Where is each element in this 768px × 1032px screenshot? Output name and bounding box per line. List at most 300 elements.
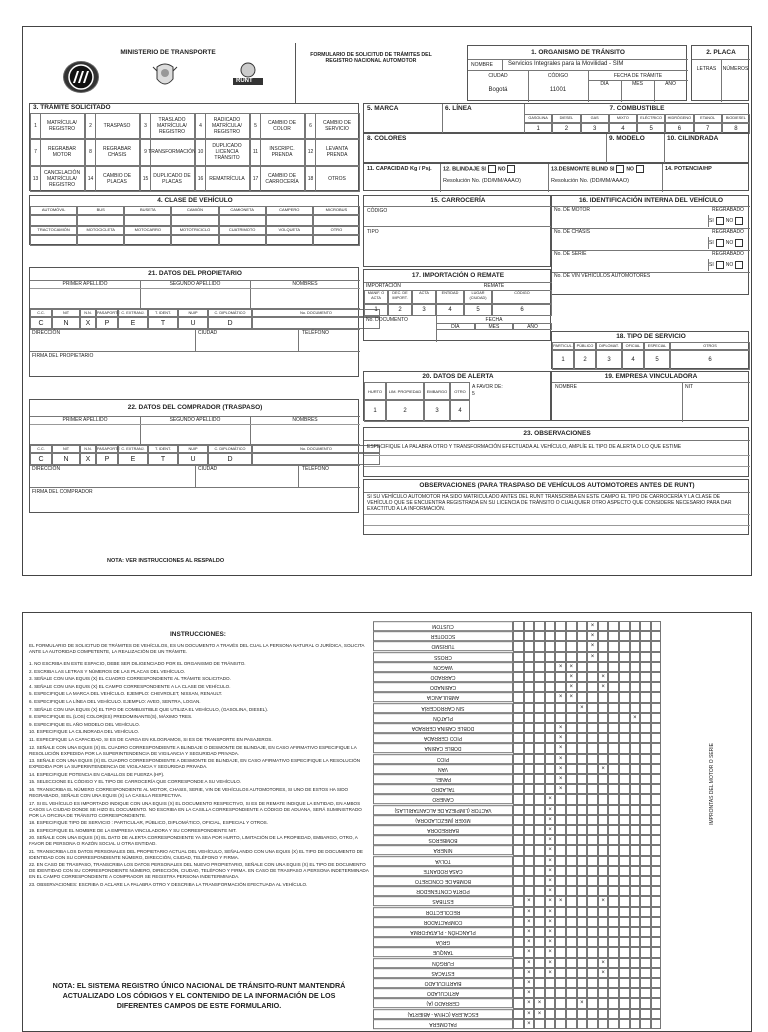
matrix-cell[interactable] <box>630 937 641 947</box>
matrix-cell[interactable] <box>513 1009 524 1019</box>
tramite-option[interactable] <box>85 166 140 192</box>
matrix-cell[interactable] <box>608 988 619 998</box>
matrix-cell[interactable] <box>651 672 662 682</box>
matrix-cell[interactable] <box>630 968 641 978</box>
matrix-cell[interactable] <box>534 968 545 978</box>
matrix-cell[interactable] <box>598 988 609 998</box>
matrix-cell[interactable] <box>651 784 662 794</box>
matrix-cell[interactable] <box>577 968 588 978</box>
matrix-cell[interactable]: × <box>545 876 556 886</box>
matrix-cell[interactable] <box>640 978 651 988</box>
matrix-cell[interactable] <box>608 896 619 906</box>
matrix-cell[interactable]: × <box>545 856 556 866</box>
matrix-cell[interactable] <box>630 845 641 855</box>
matrix-cell[interactable] <box>555 907 566 917</box>
matrix-cell[interactable] <box>608 774 619 784</box>
matrix-cell[interactable]: × <box>524 998 535 1008</box>
matrix-cell[interactable]: × <box>545 917 556 927</box>
matrix-cell[interactable] <box>534 733 545 743</box>
matrix-cell[interactable] <box>630 876 641 886</box>
matrix-cell[interactable] <box>555 672 566 682</box>
matrix-cell[interactable] <box>534 754 545 764</box>
matrix-cell[interactable] <box>608 998 619 1008</box>
blindaje-no-checkbox[interactable] <box>507 165 515 173</box>
matrix-cell[interactable] <box>534 937 545 947</box>
combustible-option[interactable]: 5 <box>637 123 665 134</box>
matrix-cell[interactable] <box>545 682 556 692</box>
matrix-cell[interactable] <box>577 784 588 794</box>
matrix-cell[interactable] <box>524 641 535 651</box>
matrix-cell[interactable] <box>587 723 598 733</box>
desmonte-no-checkbox[interactable] <box>636 165 644 173</box>
matrix-cell[interactable] <box>619 947 630 957</box>
matrix-cell[interactable] <box>524 764 535 774</box>
matrix-cell[interactable] <box>524 723 535 733</box>
matrix-cell[interactable] <box>619 713 630 723</box>
matrix-cell[interactable] <box>566 774 577 784</box>
matrix-cell[interactable] <box>587 662 598 672</box>
matrix-cell[interactable] <box>651 856 662 866</box>
matrix-cell[interactable] <box>513 652 524 662</box>
matrix-cell[interactable]: × <box>555 896 566 906</box>
matrix-cell[interactable] <box>651 652 662 662</box>
matrix-cell[interactable] <box>513 621 524 631</box>
servicio-option[interactable]: 1 <box>552 350 574 370</box>
matrix-cell[interactable] <box>587 988 598 998</box>
matrix-cell[interactable] <box>513 754 524 764</box>
matrix-cell[interactable] <box>513 631 524 641</box>
matrix-cell[interactable] <box>630 743 641 753</box>
matrix-cell[interactable]: × <box>524 978 535 988</box>
matrix-cell[interactable] <box>630 907 641 917</box>
matrix-cell[interactable] <box>545 743 556 753</box>
matrix-cell[interactable] <box>640 1009 651 1019</box>
matrix-cell[interactable] <box>619 886 630 896</box>
matrix-cell[interactable] <box>555 682 566 692</box>
matrix-cell[interactable] <box>577 805 588 815</box>
matrix-cell[interactable] <box>608 927 619 937</box>
matrix-cell[interactable]: × <box>524 958 535 968</box>
matrix-cell[interactable] <box>640 825 651 835</box>
matrix-cell[interactable]: × <box>524 927 535 937</box>
matrix-cell[interactable] <box>630 978 641 988</box>
matrix-cell[interactable] <box>566 621 577 631</box>
matrix-cell[interactable]: × <box>545 825 556 835</box>
matrix-cell[interactable] <box>513 733 524 743</box>
matrix-cell[interactable] <box>555 856 566 866</box>
matrix-cell[interactable]: × <box>587 652 598 662</box>
tramite-option[interactable] <box>250 139 305 165</box>
matrix-cell[interactable] <box>534 835 545 845</box>
matrix-cell[interactable]: × <box>577 703 588 713</box>
matrix-cell[interactable] <box>587 886 598 896</box>
matrix-cell[interactable] <box>545 978 556 988</box>
matrix-cell[interactable] <box>534 927 545 937</box>
matrix-cell[interactable] <box>608 845 619 855</box>
matrix-cell[interactable]: × <box>555 692 566 702</box>
matrix-cell[interactable] <box>534 743 545 753</box>
comprador-doc-type-option[interactable]: E <box>118 453 148 465</box>
matrix-cell[interactable] <box>598 917 609 927</box>
matrix-cell[interactable] <box>587 835 598 845</box>
matrix-cell[interactable] <box>566 652 577 662</box>
matrix-cell[interactable] <box>608 876 619 886</box>
matrix-cell[interactable] <box>598 815 609 825</box>
propietario-doc-type-option[interactable]: P <box>96 317 118 329</box>
combustible-option[interactable]: 7 <box>694 123 722 134</box>
matrix-cell[interactable]: × <box>566 672 577 682</box>
matrix-cell[interactable] <box>587 825 598 835</box>
matrix-cell[interactable] <box>651 958 662 968</box>
matrix-cell[interactable] <box>534 784 545 794</box>
matrix-cell[interactable] <box>651 703 662 713</box>
regrabado-no-checkbox[interactable] <box>735 217 743 225</box>
matrix-cell[interactable] <box>545 662 556 672</box>
matrix-cell[interactable] <box>534 723 545 733</box>
matrix-cell[interactable] <box>630 947 641 957</box>
matrix-cell[interactable] <box>619 703 630 713</box>
matrix-cell[interactable] <box>619 845 630 855</box>
matrix-cell[interactable] <box>651 764 662 774</box>
matrix-cell[interactable] <box>640 886 651 896</box>
matrix-cell[interactable] <box>566 743 577 753</box>
matrix-cell[interactable] <box>524 652 535 662</box>
comprador-doc-type-option[interactable]: D <box>208 453 252 465</box>
matrix-cell[interactable] <box>598 652 609 662</box>
matrix-cell[interactable]: × <box>566 692 577 702</box>
matrix-cell[interactable] <box>566 631 577 641</box>
matrix-cell[interactable] <box>598 794 609 804</box>
matrix-cell[interactable] <box>534 947 545 957</box>
matrix-cell[interactable]: × <box>545 794 556 804</box>
matrix-cell[interactable] <box>534 978 545 988</box>
matrix-cell[interactable] <box>513 978 524 988</box>
matrix-cell[interactable] <box>651 794 662 804</box>
matrix-cell[interactable] <box>555 621 566 631</box>
matrix-cell[interactable] <box>619 641 630 651</box>
matrix-cell[interactable] <box>630 641 641 651</box>
matrix-cell[interactable] <box>555 703 566 713</box>
matrix-cell[interactable] <box>545 621 556 631</box>
matrix-cell[interactable] <box>566 703 577 713</box>
matrix-cell[interactable] <box>640 845 651 855</box>
matrix-cell[interactable] <box>566 958 577 968</box>
matrix-cell[interactable] <box>577 692 588 702</box>
matrix-cell[interactable]: × <box>524 937 535 947</box>
matrix-cell[interactable] <box>630 998 641 1008</box>
matrix-cell[interactable] <box>513 866 524 876</box>
matrix-cell[interactable]: × <box>524 907 535 917</box>
matrix-cell[interactable] <box>651 774 662 784</box>
tramite-option[interactable] <box>250 166 305 192</box>
matrix-cell[interactable] <box>640 621 651 631</box>
matrix-cell[interactable] <box>598 733 609 743</box>
matrix-cell[interactable] <box>608 947 619 957</box>
matrix-cell[interactable] <box>577 896 588 906</box>
matrix-cell[interactable] <box>608 703 619 713</box>
matrix-cell[interactable] <box>566 856 577 866</box>
matrix-cell[interactable] <box>587 978 598 988</box>
matrix-cell[interactable] <box>651 641 662 651</box>
matrix-cell[interactable] <box>630 662 641 672</box>
tramite-option[interactable] <box>140 139 195 165</box>
matrix-cell[interactable] <box>534 907 545 917</box>
matrix-cell[interactable] <box>534 652 545 662</box>
matrix-cell[interactable] <box>566 968 577 978</box>
matrix-cell[interactable] <box>534 815 545 825</box>
matrix-cell[interactable] <box>598 845 609 855</box>
importacion-option[interactable]: 2 <box>388 304 412 316</box>
matrix-cell[interactable] <box>555 958 566 968</box>
matrix-cell[interactable] <box>640 774 651 784</box>
matrix-cell[interactable] <box>640 713 651 723</box>
matrix-cell[interactable] <box>598 784 609 794</box>
matrix-cell[interactable] <box>555 1009 566 1019</box>
matrix-cell[interactable] <box>640 927 651 937</box>
matrix-cell[interactable] <box>534 856 545 866</box>
matrix-cell[interactable] <box>640 631 651 641</box>
matrix-cell[interactable] <box>513 692 524 702</box>
matrix-cell[interactable]: × <box>545 937 556 947</box>
matrix-cell[interactable] <box>534 672 545 682</box>
matrix-cell[interactable] <box>534 845 545 855</box>
matrix-cell[interactable]: × <box>545 845 556 855</box>
matrix-cell[interactable] <box>619 958 630 968</box>
matrix-cell[interactable] <box>577 662 588 672</box>
matrix-cell[interactable] <box>587 856 598 866</box>
matrix-cell[interactable] <box>598 662 609 672</box>
matrix-cell[interactable] <box>577 815 588 825</box>
matrix-cell[interactable] <box>545 713 556 723</box>
matrix-cell[interactable]: × <box>524 947 535 957</box>
matrix-cell[interactable] <box>651 927 662 937</box>
matrix-cell[interactable] <box>630 754 641 764</box>
clase-option-checkbox[interactable] <box>171 235 218 246</box>
matrix-cell[interactable] <box>566 886 577 896</box>
matrix-cell[interactable] <box>619 835 630 845</box>
matrix-cell[interactable] <box>598 886 609 896</box>
matrix-cell[interactable] <box>630 917 641 927</box>
combustible-option[interactable]: 8 <box>722 123 750 134</box>
matrix-cell[interactable] <box>587 968 598 978</box>
matrix-cell[interactable] <box>524 866 535 876</box>
matrix-cell[interactable]: × <box>545 886 556 896</box>
matrix-cell[interactable] <box>534 958 545 968</box>
matrix-cell[interactable] <box>640 958 651 968</box>
matrix-cell[interactable] <box>619 815 630 825</box>
matrix-cell[interactable] <box>555 641 566 651</box>
clase-option-checkbox[interactable] <box>313 215 360 226</box>
matrix-cell[interactable] <box>545 723 556 733</box>
matrix-cell[interactable] <box>566 978 577 988</box>
ciudad-value[interactable]: Bogotá <box>488 87 508 93</box>
tramite-option[interactable] <box>30 113 85 139</box>
clase-option-checkbox[interactable] <box>266 215 313 226</box>
clase-option-checkbox[interactable] <box>124 235 171 246</box>
matrix-cell[interactable] <box>513 703 524 713</box>
tramite-option[interactable] <box>305 139 360 165</box>
matrix-cell[interactable] <box>555 876 566 886</box>
matrix-cell[interactable] <box>619 682 630 692</box>
propietario-doc-type-option[interactable]: C <box>30 317 52 329</box>
matrix-cell[interactable] <box>598 631 609 641</box>
matrix-cell[interactable] <box>577 794 588 804</box>
matrix-cell[interactable]: × <box>598 672 609 682</box>
matrix-cell[interactable] <box>566 805 577 815</box>
matrix-cell[interactable] <box>513 641 524 651</box>
matrix-cell[interactable] <box>555 815 566 825</box>
regrabado-si-checkbox[interactable] <box>716 239 724 247</box>
clase-option-checkbox[interactable] <box>124 215 171 226</box>
matrix-cell[interactable] <box>640 988 651 998</box>
matrix-cell[interactable] <box>545 784 556 794</box>
matrix-cell[interactable] <box>630 805 641 815</box>
matrix-cell[interactable] <box>566 937 577 947</box>
matrix-cell[interactable] <box>524 774 535 784</box>
matrix-cell[interactable] <box>651 907 662 917</box>
matrix-cell[interactable] <box>577 764 588 774</box>
matrix-cell[interactable] <box>513 927 524 937</box>
matrix-cell[interactable] <box>545 754 556 764</box>
matrix-cell[interactable] <box>566 754 577 764</box>
matrix-cell[interactable] <box>608 856 619 866</box>
matrix-cell[interactable] <box>608 631 619 641</box>
alerta-option[interactable]: 2 <box>386 400 424 422</box>
matrix-cell[interactable] <box>534 703 545 713</box>
matrix-cell[interactable] <box>651 896 662 906</box>
matrix-cell[interactable] <box>524 845 535 855</box>
matrix-cell[interactable] <box>608 968 619 978</box>
matrix-cell[interactable] <box>640 947 651 957</box>
matrix-cell[interactable]: × <box>545 968 556 978</box>
matrix-cell[interactable] <box>513 876 524 886</box>
matrix-cell[interactable]: × <box>524 917 535 927</box>
matrix-cell[interactable] <box>651 866 662 876</box>
propietario-doc-type-option[interactable]: X <box>80 317 96 329</box>
matrix-cell[interactable] <box>577 866 588 876</box>
matrix-cell[interactable]: × <box>545 896 556 906</box>
matrix-cell[interactable] <box>513 845 524 855</box>
matrix-cell[interactable] <box>619 1009 630 1019</box>
matrix-cell[interactable] <box>566 927 577 937</box>
matrix-cell[interactable] <box>587 754 598 764</box>
matrix-cell[interactable] <box>524 805 535 815</box>
matrix-cell[interactable] <box>608 652 619 662</box>
matrix-cell[interactable] <box>534 764 545 774</box>
tramite-option[interactable] <box>305 166 360 192</box>
matrix-cell[interactable] <box>524 743 535 753</box>
matrix-cell[interactable] <box>651 998 662 1008</box>
matrix-cell[interactable] <box>630 825 641 835</box>
tramite-option[interactable] <box>85 113 140 139</box>
matrix-cell[interactable] <box>640 917 651 927</box>
matrix-cell[interactable] <box>640 764 651 774</box>
matrix-cell[interactable] <box>619 754 630 764</box>
matrix-cell[interactable] <box>587 713 598 723</box>
clase-option-checkbox[interactable] <box>30 215 77 226</box>
matrix-cell[interactable]: × <box>566 682 577 692</box>
matrix-cell[interactable] <box>566 723 577 733</box>
matrix-cell[interactable] <box>587 672 598 682</box>
propietario-doc-type-option[interactable] <box>252 317 380 329</box>
matrix-cell[interactable] <box>598 835 609 845</box>
matrix-cell[interactable] <box>630 927 641 937</box>
matrix-cell[interactable]: × <box>577 998 588 1008</box>
clase-option-checkbox[interactable] <box>30 235 77 246</box>
matrix-cell[interactable] <box>640 641 651 651</box>
matrix-cell[interactable] <box>577 754 588 764</box>
matrix-cell[interactable] <box>513 784 524 794</box>
propietario-doc-type-option[interactable]: T <box>148 317 178 329</box>
matrix-cell[interactable] <box>608 866 619 876</box>
matrix-cell[interactable] <box>651 621 662 631</box>
matrix-cell[interactable]: × <box>534 998 545 1008</box>
matrix-cell[interactable] <box>587 733 598 743</box>
matrix-cell[interactable] <box>608 917 619 927</box>
matrix-cell[interactable] <box>630 896 641 906</box>
matrix-cell[interactable]: × <box>545 866 556 876</box>
matrix-cell[interactable] <box>577 723 588 733</box>
matrix-cell[interactable] <box>577 856 588 866</box>
matrix-cell[interactable] <box>651 1009 662 1019</box>
matrix-cell[interactable] <box>587 896 598 906</box>
matrix-cell[interactable] <box>545 774 556 784</box>
matrix-cell[interactable] <box>566 835 577 845</box>
servicio-option[interactable]: 3 <box>596 350 622 370</box>
matrix-cell[interactable] <box>587 947 598 957</box>
matrix-cell[interactable] <box>566 845 577 855</box>
matrix-cell[interactable] <box>524 754 535 764</box>
matrix-cell[interactable] <box>630 958 641 968</box>
matrix-cell[interactable]: × <box>598 764 609 774</box>
matrix-cell[interactable] <box>608 733 619 743</box>
matrix-cell[interactable] <box>630 764 641 774</box>
matrix-cell[interactable] <box>630 988 641 998</box>
clase-option-checkbox[interactable] <box>77 235 124 246</box>
matrix-cell[interactable]: × <box>555 733 566 743</box>
matrix-cell[interactable] <box>651 805 662 815</box>
matrix-cell[interactable] <box>608 907 619 917</box>
matrix-cell[interactable] <box>577 774 588 784</box>
matrix-cell[interactable] <box>534 988 545 998</box>
importacion-option[interactable]: 5 <box>464 304 492 316</box>
matrix-cell[interactable] <box>598 947 609 957</box>
matrix-cell[interactable] <box>651 754 662 764</box>
matrix-cell[interactable] <box>524 886 535 896</box>
matrix-cell[interactable] <box>534 621 545 631</box>
matrix-cell[interactable] <box>651 845 662 855</box>
matrix-cell[interactable] <box>651 815 662 825</box>
matrix-cell[interactable] <box>630 794 641 804</box>
matrix-cell[interactable] <box>513 958 524 968</box>
matrix-cell[interactable]: × <box>555 743 566 753</box>
matrix-cell[interactable] <box>619 743 630 753</box>
servicio-option[interactable]: 2 <box>574 350 596 370</box>
alerta-option[interactable]: 1 <box>364 400 386 422</box>
matrix-cell[interactable] <box>555 845 566 855</box>
matrix-cell[interactable] <box>608 784 619 794</box>
matrix-cell[interactable]: × <box>524 988 535 998</box>
comprador-doc-type-option[interactable] <box>252 453 380 465</box>
clase-option-checkbox[interactable] <box>266 235 313 246</box>
combustible-option[interactable]: 4 <box>609 123 637 134</box>
matrix-cell[interactable] <box>513 825 524 835</box>
tramite-option[interactable] <box>30 166 85 192</box>
matrix-cell[interactable]: × <box>587 621 598 631</box>
matrix-cell[interactable] <box>513 917 524 927</box>
matrix-cell[interactable] <box>640 652 651 662</box>
matrix-cell[interactable] <box>598 754 609 764</box>
